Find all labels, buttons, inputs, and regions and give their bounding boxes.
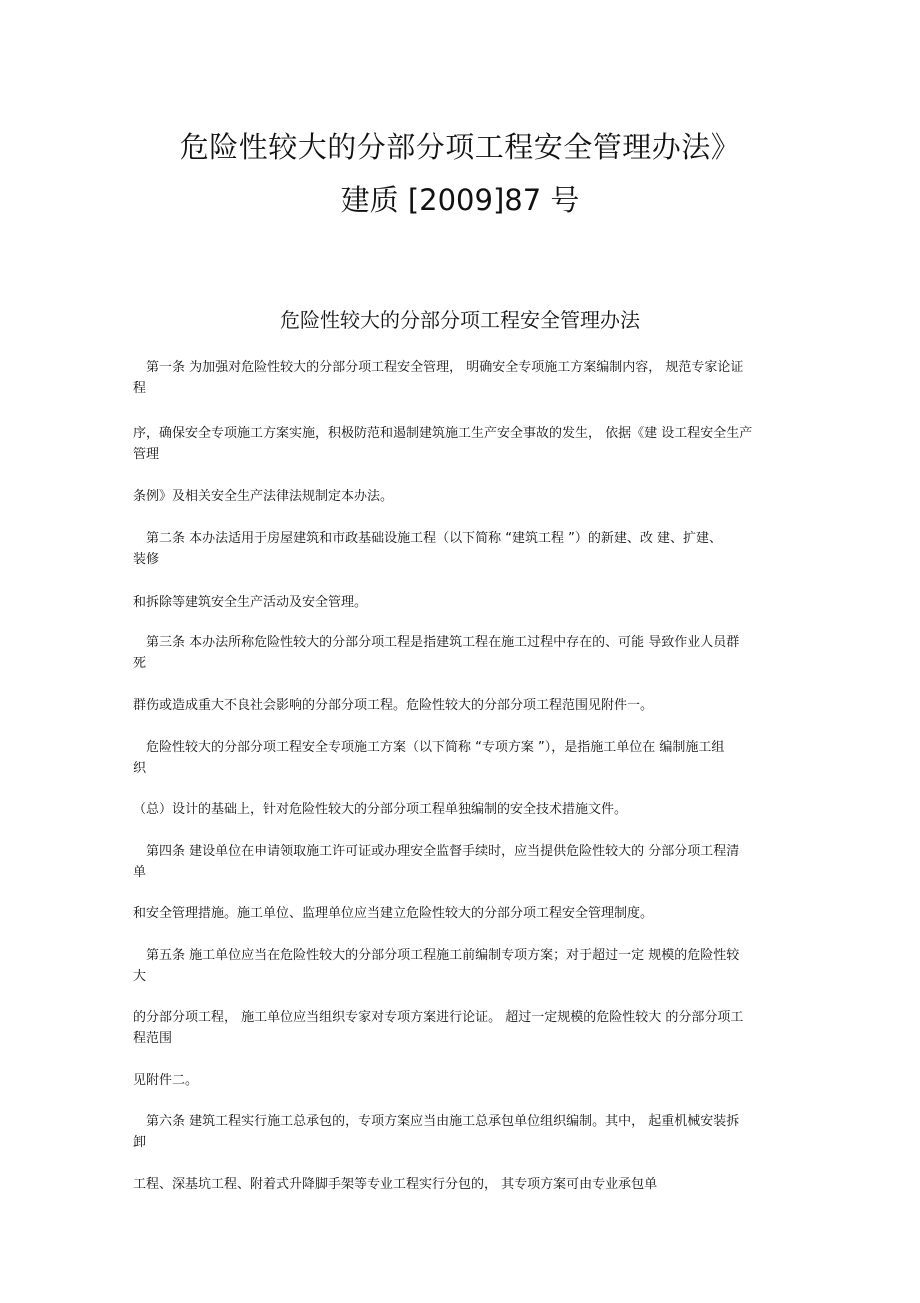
text-line: 管理 (133, 447, 160, 462)
document-number: 建质 [2009]87 号 (340, 183, 580, 217)
text-line: 第四条 建设单位在申请领取施工许可证或办理安全监督手续时，应当提供危险性较大的 分部分项工程清 (133, 844, 740, 859)
text-line: 死 (133, 656, 147, 671)
text-line: 第三条 本办法所称危险性较大的分部分项工程是指建筑工程在施工过程中存在的、可能 导致作业人员群 (133, 635, 740, 650)
text-line: 和拆除等建筑安全生产活动及安全管理。 (133, 595, 368, 610)
text-line: 第二条 本办法适用于房屋建筑和市政基础设施工程（以下简称 “建筑工程 ”）的新建、改 建、扩建、 (133, 531, 722, 546)
text-line: 卸 (133, 1135, 147, 1150)
text-line: 见附件二。 (133, 1073, 199, 1088)
text-line: 装修 (133, 552, 160, 567)
text-line: 的分部分项工程， 施工单位应当组织专家对专项方案进行论证。 超过一定规模的危险性较大 的分部分项工 (133, 1010, 744, 1025)
text-line: 条例》及相关安全生产法律法规制定本办法。 (133, 489, 394, 504)
text-line: 单 (133, 865, 147, 880)
text-line: 程范围 (133, 1031, 173, 1046)
text-line: 大 (133, 969, 147, 984)
document-title: 危险性较大的分部分项工程安全管理办法》 (179, 130, 741, 164)
text-line: 第六条 建筑工程实行施工总承包的，专项方案应当由施工总承包单位组织编制。其中， 起重机械安装拆 (133, 1114, 740, 1129)
text-line: 和安全管理措施。施工单位、监理单位应当建立危险性较大的分部分项工程安全管理制度。 (133, 906, 654, 921)
text-line: 危险性较大的分部分项工程安全专项施工方案（以下简称 “专项方案 ”），是指施工单位在 编制施工组 (133, 740, 725, 755)
text-line: 群伤或造成重大不良社会影响的分部分项工程。危险性较大的分部分项工程范围见附件一。 (133, 698, 654, 713)
text-line: 织 (133, 761, 147, 776)
text-line: 第五条 施工单位应当在危险性较大的分部分项工程施工前编制专项方案；对于超过一定 规模的危险性较 (133, 948, 740, 963)
text-line: 第一条 为加强对危险性较大的分部分项工程安全管理， 明确安全专项施工方案编制内容， 规范专家论证 (133, 360, 744, 375)
document-subtitle: 危险性较大的分部分项工程安全管理办法 (280, 308, 640, 332)
text-line: 序，确保安全专项施工方案实施，积极防范和遏制建筑施工生产安全事故的发生， 依据《建 设工程安全生产 (133, 426, 753, 441)
text-line: （总）设计的基础上，针对危险性较大的分部分项工程单独编制的安全技术措施文件。 (133, 802, 628, 817)
text-line: 工程、深基坑工程、附着式升降脚手架等专业工程实行分包的， 其专项方案可由专业承包单 (133, 1177, 658, 1192)
text-line: 程 (133, 381, 147, 396)
